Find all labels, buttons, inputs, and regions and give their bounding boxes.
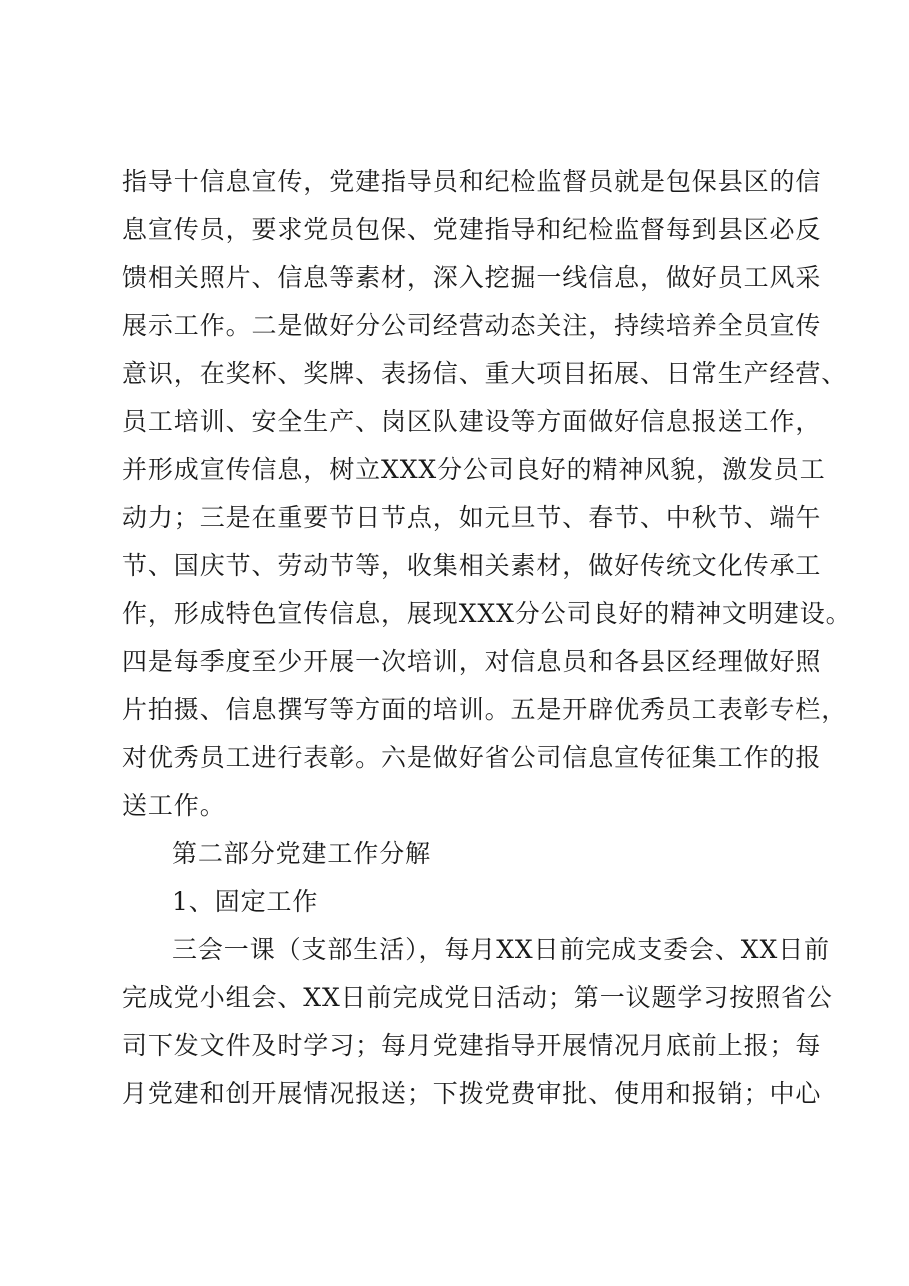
- section-heading: 第二部分党建工作分解: [172, 839, 432, 868]
- paragraph-line: 四是每季度至少开展一次培训，对信息员和各县区经理做好照: [122, 647, 822, 676]
- paragraph-line: 息宣传员，要求党员包保、党建指导和纪检监督每到县区必反: [122, 215, 822, 244]
- paragraph-line: 司下发文件及时学习；每月党建指导开展情况月底前上报；每: [122, 1031, 822, 1060]
- paragraph-line: 节、国庆节、劳动节等，收集相关素材，做好传统文化传承工: [122, 551, 822, 580]
- paragraph-line: 送工作。: [122, 791, 226, 820]
- paragraph-line: 作，形成特色宣传信息，展现XXX分公司良好的精神文明建设。: [122, 599, 852, 628]
- paragraph-line: 指导十信息宣传，党建指导员和纪检监督员就是包保县区的信: [122, 167, 822, 196]
- paragraph-line: 完成党小组会、XX日前完成党日活动；第一议题学习按照省公: [122, 983, 833, 1012]
- paragraph-line: 员工培训、安全生产、岗区队建设等方面做好信息报送工作，: [122, 407, 822, 436]
- paragraph-line: 对优秀员工进行表彰。六是做好省公司信息宣传征集工作的报: [122, 743, 822, 772]
- paragraph-line: 意识，在奖杯、奖牌、表扬信、重大项目拓展、日常生产经营、: [122, 359, 848, 388]
- paragraph-line: 片拍摄、信息撰写等方面的培训。五是开辟优秀员工表彰专栏，: [122, 695, 848, 724]
- paragraph-line: 展示工作。二是做好分公司经营动态关注，持续培养全员宣传: [122, 311, 822, 340]
- paragraph-line: 三会一课（支部生活），每月XX日前完成支委会、XX日前: [172, 935, 830, 964]
- paragraph-line: 馈相关照片、信息等素材，深入挖掘一线信息，做好员工风采: [122, 263, 822, 292]
- paragraph-line: 月党建和创开展情况报送；下拨党费审批、使用和报销；中心: [122, 1079, 822, 1108]
- subheading: 1、固定工作: [172, 887, 319, 916]
- paragraph-line: 动力；三是在重要节日节点，如元旦节、春节、中秋节、端午: [122, 503, 822, 532]
- paragraph-line: 并形成宣传信息，树立XXX分公司良好的精神风貌，激发员工: [122, 455, 826, 484]
